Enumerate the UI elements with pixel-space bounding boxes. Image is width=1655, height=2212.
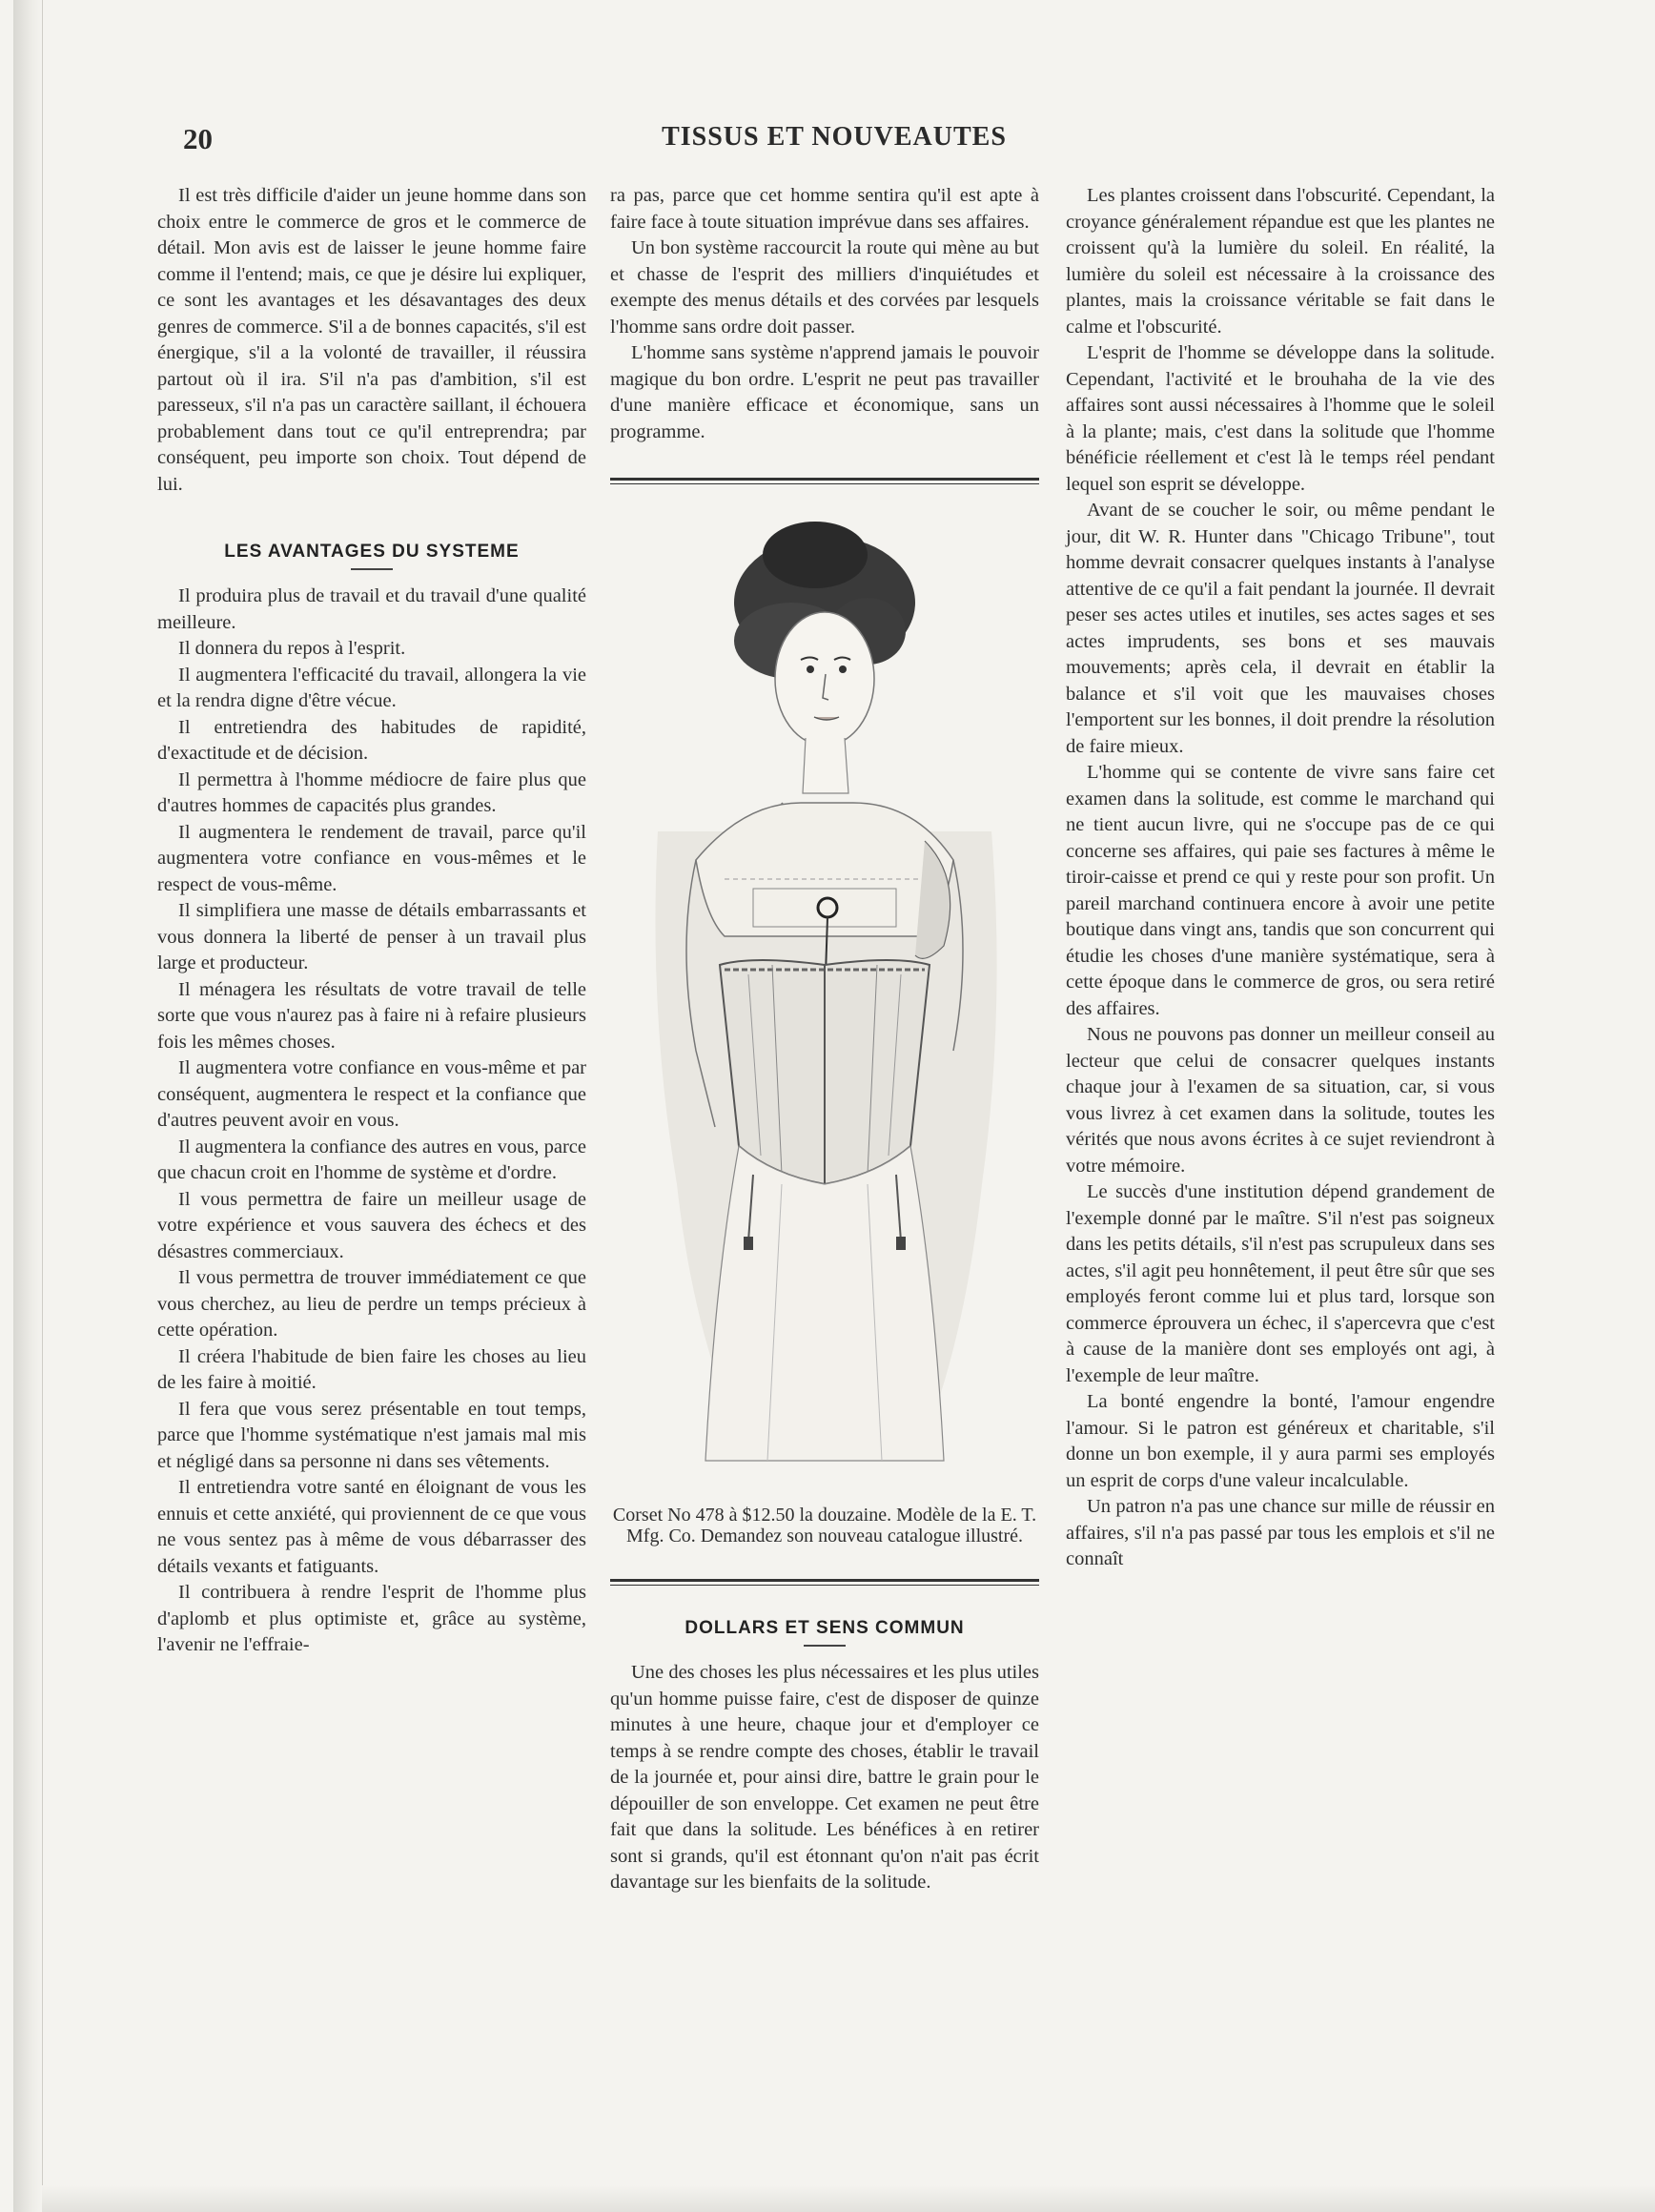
article-paragraph: Un patron n'a pas une chance sur mille de réussir en affaires, s'il n'a pas passé par tous les emplois et s'il ne connaît [1066,1496,1495,1569]
section-divider [610,1579,1039,1586]
page-binding-edge [13,0,43,2212]
middle-column [610,183,1039,1896]
list-item: Il vous permettra de trouver immédiatement ce que vous cherchez, au lieu de perdre un temps précieux à cette opération. [157,1267,586,1341]
right-column [1066,183,1495,1573]
list-item: Il ménagera les résultats de votre travail de telle sorte que vous n'aurez pas à faire ni à refaire plusieurs fois les mêmes choses. [157,978,586,1053]
list-item: Il simplifiera une masse de détails embarrassants et vous donnera la liberté de penser à un travail plus large et producteur. [157,900,586,973]
list-item: Il entretiendra des habitudes de rapidité, d'exactitude et de décision. [157,716,586,764]
order-paragraph: L'homme sans système n'apprend jamais le pouvoir magique du bon ordre. L'esprit ne peut pas travailler d'une manière efficace et économique, sans un programme. [610,342,1039,442]
list-item: Il augmentera votre confiance en vous-même et par conséquent, augmentera le respect et la confiance que d'autres peuvent avoir en vous. [157,1057,586,1131]
list-item: Il donnera du repos à l'esprit. [178,638,406,659]
heading-rule [351,568,393,570]
list-item: Il augmentera le rendement de travail, parce qu'il augmentera votre confiance en vous-mêmes et le respect de vous-même. [157,821,586,895]
list-item: Il augmentera la confiance des autres en vous, parce que chacun croit en l'homme de système et d'ordre. [157,1136,586,1183]
article-paragraph: L'homme qui se contente de vivre sans faire cet examen dans la solitude, est comme le marchand qui ne tient aucun livre, qui ne s'occupe pas de ce qui concerne ses affaires, qui paie ses factures à même le tiroir-caisse et prend ce qui y reste pour son profit. Un pareil marchand continuera encore à avoir une petite boutique dans vingt ans, tandis que son concurrent qui étudie les choses d'une manière systématique, sera à cette époque dans le commerce de gros, ou sera retiré des affaires. [1066,762,1495,1019]
list-item: Il permettra à l'homme médiocre de faire plus que d'autres hommes de capacités plus grandes. [157,768,586,816]
article-paragraph: Avant de se coucher le soir, ou même pendant le jour, dit W. R. Hunter dans "Chicago Tribune", tout homme devrait consacrer quelques instants à l'analyse attentive de ce qu'il a fait pendant la journée. Il devrait peser ses actes utiles et inutiles, ses actes sages et ses actes imprudents, ses bons et ses mauvais mouvements; après cela, il devrait en établir la balance et s'il voit que les mauvaises choses l'emportent sur les bonnes, il doit prendre la résolution de faire mieux. [1066,500,1495,757]
article-paragraph: La bonté engendre la bonté, l'amour engendre l'amour. Si le patron est généreux et charitable, s'il donne un bon exemple, il y aura parmi ses employés un esprit de corps d'une valeur incalculable. [1066,1391,1495,1491]
corset-figure-drawing [639,517,1011,1470]
article-paragraph: L'esprit de l'homme se développe dans la solitude. Cependant, l'activité et le brouhaha de la vie des affaires sont aussi nécessaires à l'homme que le soleil à la plante; mais, c'est dans la solitude que l'homme bénéficie réellement et c'est là le temps réel pendant lequel son esprit se développe. [1066,342,1495,495]
section-heading-dollars: DOLLARS ET SENS COMMUN [684,1618,965,1638]
list-item: Il augmentera l'efficacité du travail, allongera la vie et la rendra digne d'être vécue. [157,664,586,711]
article-paragraph: Les plantes croissent dans l'obscurité. Cependant, la croyance généralement répandue est que les plantes ne croissent qu'à la lumière du soleil. En réalité, la lumière du soleil est nécessaire à la croissance des plantes, mais la croissance véritable se fait dans le calme et l'obscurité. [1066,185,1495,338]
page-header [114,105,1554,162]
magazine-page [114,105,1554,2079]
intro-paragraph: Il est très difficile d'aider un jeune homme dans son choix entre le commerce de gros et le commerce de détail. Mon avis est de laisser le jeune homme faire comme il l'entend; mais, ce que je désire lui expliquer, ce sont les avantages et les désavantages des deux genres de commerce. S'il a de bonnes capacités, s'il est énergique, s'il a la volonté de travailler, il réussira partout où il ira. S'il n'a pas d'ambition, s'il est paresseux, s'il n'a pas un caractère saillant, il échouera probablement dans tout ce qu'il entreprendra; par conséquent, peu importe son choix. Tout dépend de lui. [157,185,586,495]
list-item: Il entretiendra votre santé en éloignant de vous les ennuis et cette anxiété, qui proviennent de ce que vous ne vous sentez pas à même de vous débarrasser des détails vexants et fatiguants. [157,1477,586,1577]
heading-rule [804,1645,846,1647]
list-item: Il créera l'habitude de bien faire les choses au lieu de les faire à moitié. [157,1345,586,1393]
advantages-list [157,584,586,1659]
corset-illustration [610,517,1039,1489]
page-bottom-edge [42,2185,1655,2212]
continuation-paragraph: ra pas, parce que cet homme sentira qu'il est apte à faire face à toute situation imprévue dans ses affaires. [610,185,1039,233]
list-item: Il contribuera à rendre l'esprit de l'homme plus d'aplomb et plus optimiste et, grâce au système, l'avenir ne l'effraie- [157,1582,586,1655]
list-item: Il fera que vous serez présentable en tout temps, parce que l'homme systématique n'est jamais mal mis et négligé dans sa personne ni dans ses vêtements. [157,1398,586,1472]
figure-caption: Corset No 478 à $12.50 la douzaine. Modèle de la E. T. Mfg. Co. Demandez son nouveau catalogue illustré. [612,1505,1037,1546]
left-column [157,183,586,1659]
system-paragraph: Un bon système raccourcit la route qui mène au but et chasse de l'esprit des milliers d'inquiétudes et exempte des menus détails et des corvées par lesquels l'homme sans ordre doit passer. [610,237,1039,338]
section-heading-avantages: LES AVANTAGES DU SYSTEME [224,542,520,562]
article-paragraph: Nous ne pouvons pas donner un meilleur conseil au lecteur que celui de consacrer quelques instants chaque jour à l'examen de sa situation, car, si vous vous livrez à cet examen dans la solitude, toutes les vérités que nous avons écrites à ce sujet reviendront à votre mémoire. [1066,1024,1495,1177]
solitude-paragraph: Une des choses les plus nécessaires et les plus utiles qu'un homme puisse faire, c'est de disposer de quinze minutes à une heure, chaque jour et d'employer ce temps à se rendre compte des choses, établir le travail de la journée et, pour ainsi dire, battre le grain pour le dépouiller de son enveloppe. Cet examen ne peut être fait que dans la solitude. Les bénéfices à en retirer sont si grands, qu'il est étonnant qu'on n'ait pas écrit davantage sur les bienfaits de la solitude. [610,1662,1039,1893]
list-item: Il produira plus de travail et du travail d'une qualité meilleure. [157,585,586,633]
running-title: TISSUS ET NOUVEAUTES [662,122,1007,152]
section-divider [610,478,1039,484]
article-paragraph: Le succès d'une institution dépend grandement de l'exemple donné par le maître. S'il n'est pas soigneux dans les petits détails, s'il n'est pas scrupuleux dans ses actes, s'il agit peu honnêtement, il peut être sûr que ses employés feront comme lui et plus tard, lorsque son commerce éprouvera un échec, il s'apercevra que c'est à cause de la manière dont ses employés ont agi, à l'exemple de leur maître. [1066,1181,1495,1386]
list-item: Il vous permettra de faire un meilleur usage de votre expérience et vous sauvera des échecs et des désastres commerciaux. [157,1188,586,1262]
page-number: 20 [183,122,213,155]
